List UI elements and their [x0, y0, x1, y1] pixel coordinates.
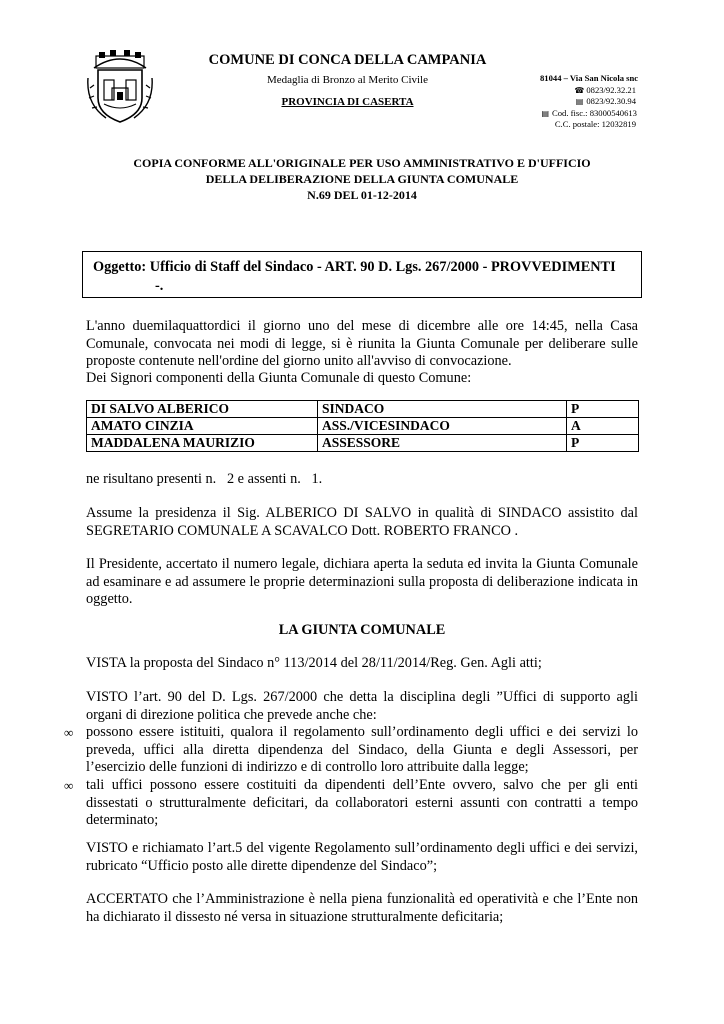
- tax-code: Cod. fisc.: 83000540613: [552, 107, 637, 118]
- fax-icon: ▤: [575, 97, 584, 107]
- copy-notice-line1: COPIA CONFORME ALL'ORIGINALE PER USO AMMINISTRATIVO E D'UFFICIO: [133, 156, 591, 170]
- phone-number: 0823/92.32.21: [586, 84, 636, 95]
- member-status: P: [567, 401, 639, 418]
- tax-code-line: [540, 108, 636, 120]
- table-row: [87, 435, 639, 452]
- medal-caption: Medaglia di Bronzo al Merito Civile: [267, 74, 428, 86]
- member-role: SINDACO: [318, 401, 567, 418]
- vista-paragraph: VISTA la proposta del Sindaco n° 113/2014 del 28/11/2014/Reg. Gen. Agli atti;: [86, 655, 542, 671]
- table-row: [87, 418, 639, 435]
- members-intro: Dei Signori componenti della Giunta Comunale di questo Comune:: [86, 370, 472, 386]
- document-icon: ▤: [541, 108, 549, 118]
- address: 81044 – Via San Nicola snc: [540, 73, 639, 83]
- phone-icon: ☎: [574, 85, 585, 95]
- fax-line: [540, 96, 636, 108]
- copy-notice: [80, 155, 644, 203]
- postal-account: C.C. postale: 12032819: [554, 119, 636, 130]
- infinity-bullet-icon: ∞: [64, 725, 74, 740]
- deliberation-number: N.69 DEL 01-12-2014: [307, 188, 417, 202]
- copy-notice-line2: DELLA DELIBERAZIONE DELLA GIUNTA COMUNALE: [205, 172, 519, 186]
- visto-art90-paragraph: VISTO l’art. 90 del D. Lgs. 267/2000 che detta la disciplina degli ”Uffici di supporto agli organi di direzione politica che prevede anche che:: [86, 689, 638, 723]
- members-table: [86, 400, 639, 452]
- infinity-bullet-icon: ∞: [64, 778, 74, 793]
- bullet-text: possono essere istituiti, qualora il regolamento sull’ordinamento degli uffici e dei servizi lo preveda, uffici alla diretta dipendenza del Sindaco, della Giunta e degli Assessori, per l’esercizio delle funzioni di indirizzo e di controllo loro attribuite dalla legge;: [86, 724, 638, 775]
- member-status: A: [567, 418, 639, 435]
- province-name: PROVINCIA DI CASERTA: [281, 96, 414, 108]
- member-name: AMATO CINZIA: [87, 418, 318, 435]
- member-role: ASSESSORE: [318, 435, 567, 452]
- visto-art5-paragraph: VISTO e richiamato l’art.5 del vigente Regolamento sull’ordinamento degli uffici e dei servizi, rubricato “Ufficio posto alle dirette dipendenze del Sindaco”;: [86, 840, 638, 874]
- bullet-text: tali uffici possono essere costituiti da dipendenti dell’Ente ovvero, salvo che per gli enti dissestati o strutturalmente deficitari, da collaboratori esterni assunti con contratti a tempo determinato;: [86, 777, 638, 828]
- intro-paragraph: L'anno duemilaquattordici il giorno uno del mese di dicembre alle ore 14:45, nella Casa Comunale, convocata nei modi di legge, si è riunita la Giunta Comunale per deliberare sulle proposte contenute nell'ordine del giorno unito all'avviso di convocazione.: [86, 318, 638, 369]
- accertato-paragraph: ACCERTATO che l’Amministrazione è nella piena funzionalità ed operatività e che l’Ente non ha dichiarato il dissesto né versa in situazione strutturalmente deficitaria;: [86, 891, 638, 925]
- municipality-name: COMUNE DI CONCA DELLA CAMPANIA: [208, 52, 487, 68]
- phone-line: [540, 85, 636, 97]
- list-item: [64, 724, 638, 777]
- member-name: MADDALENA MAURIZIO: [87, 435, 318, 452]
- fax-number: 0823/92.30.94: [586, 96, 636, 107]
- member-role: ASS./VICESINDACO: [318, 418, 567, 435]
- presidency-paragraph: Assume la presidenza il Sig. ALBERICO DI SALVO in qualità di SINDACO assistito dal SEGRETARIO COMUNALE A SCAVALCO Dott. ROBERTO FRANCO .: [86, 505, 638, 539]
- list-item: [64, 777, 638, 830]
- member-status: P: [567, 435, 639, 452]
- member-name: DI SALVO ALBERICO: [87, 401, 318, 418]
- contact-block: [540, 73, 639, 131]
- subject-text: [93, 258, 633, 296]
- table-row: [87, 401, 639, 418]
- quorum-paragraph: Il Presidente, accertato il numero legale, dichiara aperta la seduta ed invita la Giunta Comunale ad esaminare e ad assumere le proprie determinazioni sulla proposta di deliberazione indicata in oggetto.: [86, 556, 638, 607]
- subject-line2: -.: [155, 278, 164, 294]
- municipal-crest-icon: [86, 48, 154, 126]
- section-title: LA GIUNTA COMUNALE: [278, 622, 446, 638]
- subject-line1: Oggetto: Ufficio di Staff del Sindaco - ART. 90 D. Lgs. 267/2000 - PROVVEDIMENTI: [93, 259, 616, 275]
- subject-box: [82, 251, 642, 298]
- attendance-count: ne risultano presenti n. 2 e assenti n. 1.: [86, 471, 323, 487]
